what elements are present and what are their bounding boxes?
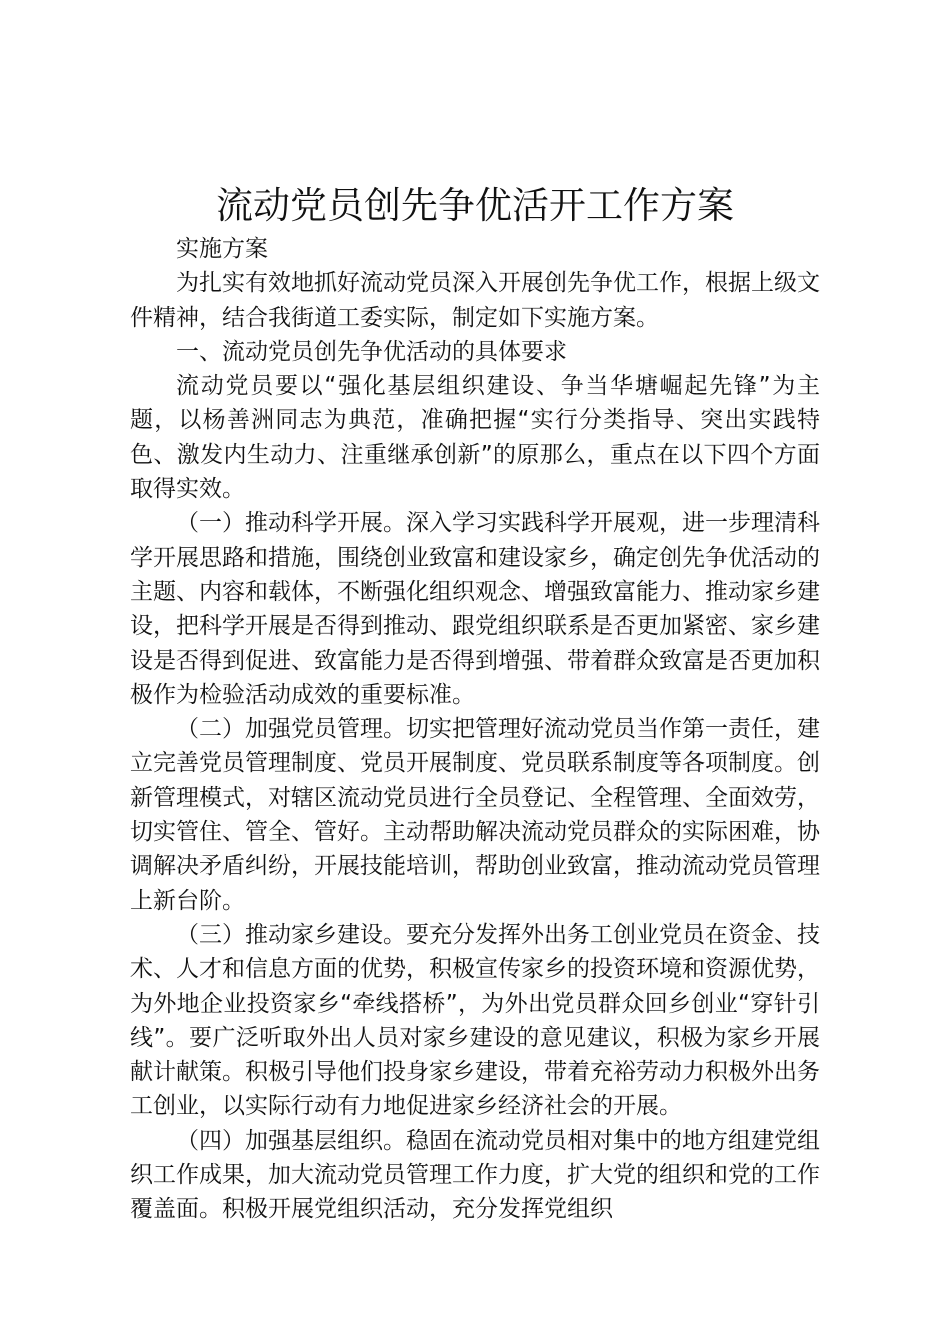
paragraph-item-1: （一）推动科学开展。深入学习实践科学开展观，进一步理清科学开展思路和措施，围绕创业致富和建设家乡，确定创先争优活动的主题、内容和载体，不断强化组织观念、增强致富能力、推动家乡建设，把科学开展是否得到推动、跟党组织联系是否更加紧密、家乡建设是否得到促进、致富能力是否得到增强、带着群众致富是否更加积极作为检验活动成效的重要标准。: [130, 510, 820, 708]
paragraph-subtitle: 实施方案: [176, 236, 268, 262]
paragraph-theme: 流动党员要以“强化基层组织建设、争当华塘崛起先锋”为主题，以杨善洲同志为典范，准确把握“实行分类指导、突出实践特色、激发内生动力、注重继承创新”的原那么，重点在以下四个方面取得实效。: [130, 373, 820, 503]
paragraph-intro: 为扎实有效地抓好流动党员深入开展创先争优工作，根据上级文件精神，结合我街道工委实际，制定如下实施方案。: [130, 270, 820, 331]
document-body: [130, 232, 820, 1227]
section-heading: 一、流动党员创先争优活动的具体要求: [176, 338, 567, 365]
paragraph-item-3: （三）推动家乡建设。要充分发挥外出务工创业党员在资金、技术、人才和信息方面的优势，积极宣传家乡的投资环境和资源优势，为外地企业投资家乡“牵线搭桥”，为外出党员群众回乡创业“穿针引线”。要广泛听取外出人员对家乡建设的意见建议，积极为家乡开展献计献策。积极引导他们投身家乡建设，带着充裕劳动力积极外出务工创业，以实际行动有力地促进家乡经济社会的开展。: [130, 921, 820, 1120]
document-title: 流动党员创先争优活开工作方案: [216, 184, 734, 227]
paragraph-item-2: （二）加强党员管理。切实把管理好流动党员当作第一责任，建立完善党员管理制度、党员开展制度、党员联系制度等各项制度。创新管理模式，对辖区流动党员进行全员登记、全程管理、全面效劳，切实管住、管全、管好。主动帮助解决流动党员群众的实际困难，协调解决矛盾纠纷，开展技能培训，帮助创业致富，推动流动党员管理上新台阶。: [130, 716, 820, 914]
paragraph-item-4: （四）加强基层组织。稳固在流动党员相对集中的地方组建党组织工作成果，加大流动党员管理工作力度，扩大党的组织和党的工作覆盖面。积极开展党组织活动，充分发挥党组织: [130, 1127, 820, 1223]
